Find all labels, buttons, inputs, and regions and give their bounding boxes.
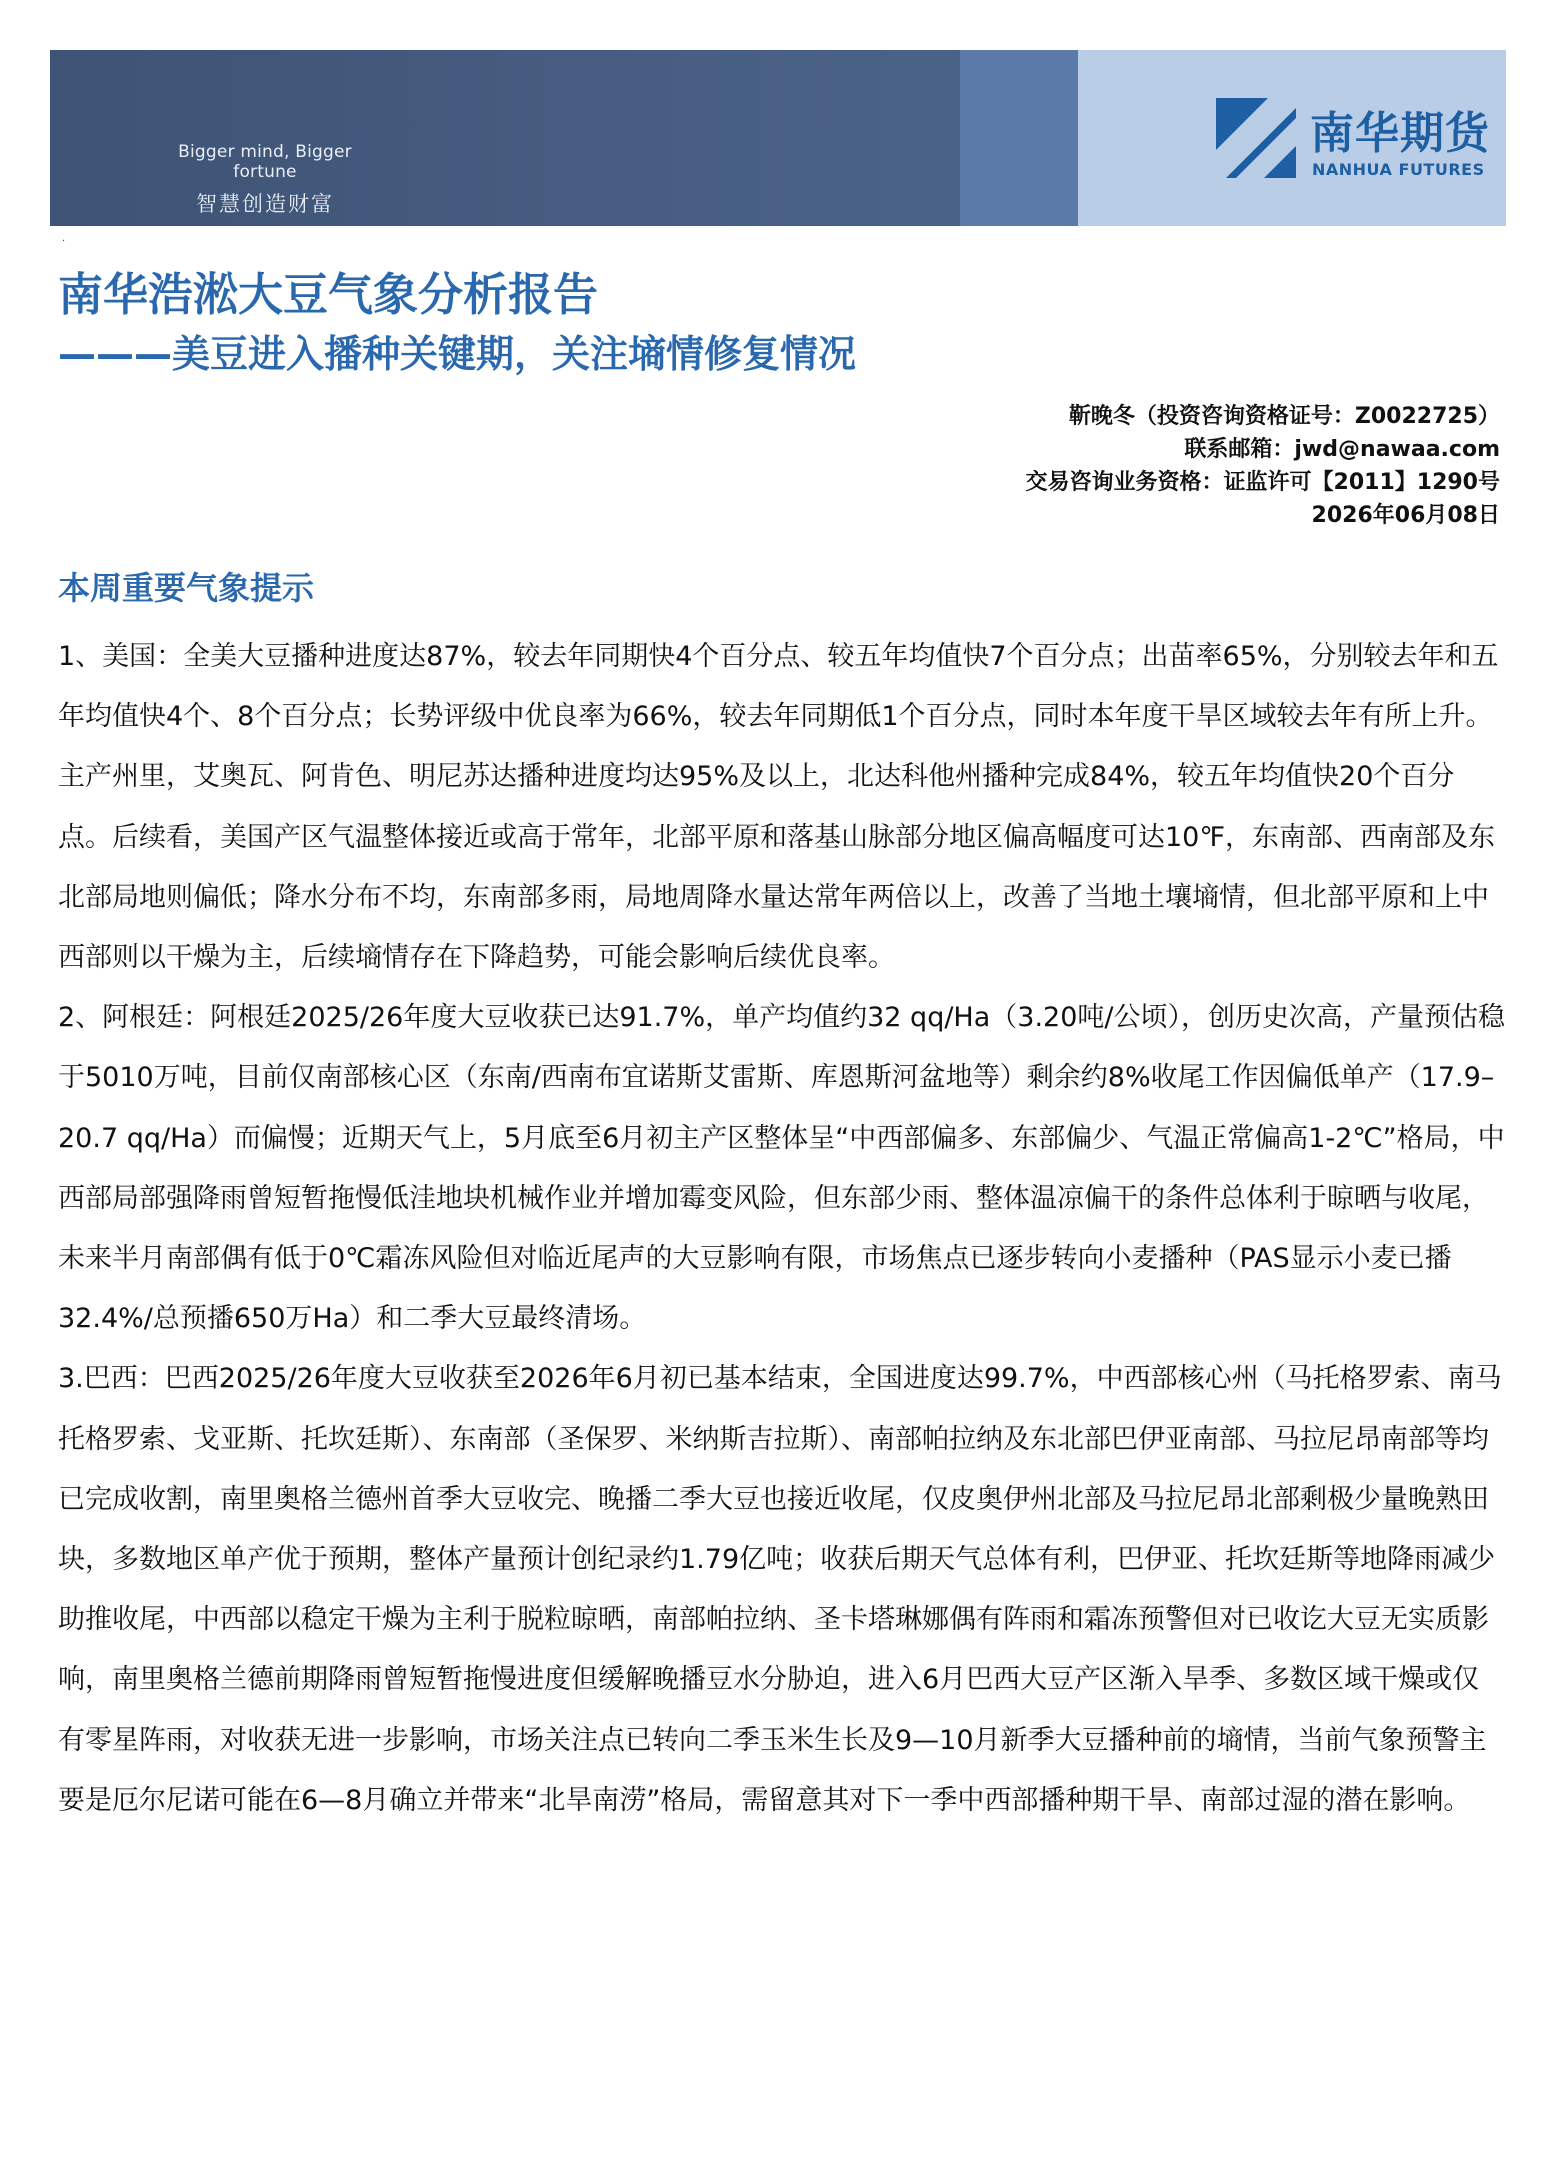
author-name: 靳晚冬（投资咨询资格证号：Z0022725） <box>1068 404 1500 429</box>
author-email: 联系邮箱：jwd@nawaa.com <box>1184 437 1500 462</box>
author-block <box>1026 400 1500 532</box>
author-license: 交易咨询业务资格：证监许可【2011】1290号 <box>1025 470 1500 495</box>
page-dot: . <box>62 233 66 244</box>
slogan-chinese: 智慧创造财富 <box>196 192 334 216</box>
paragraph-brazil: 3.巴西：巴西2025/26年度大豆收获至2026年6月初已基本结束，全国进度达99.7%，中西部核心州（马托格罗索、南马托格罗索、戈亚斯、托坎廷斯）、东南部（圣保罗、米纳斯吉拉斯）、南部帕拉纳及东北部巴伊亚南部、马拉尼昂南部等均已完成收割，南里奥格兰德州首季大豆收完、晚播二季大豆也接近收尾，仅皮奥伊州北部及马拉尼昂北部剩极少量晚熟田块，多数地区单产优于预期，整体产量预计创纪录约1.79亿吨；收获后期天气总体有利，巴伊亚、托坎廷斯等地降雨减少助推收尾，中西部以稳定干燥为主利于脱粒晾晒，南部帕拉纳、圣卡塔琳娜偶有阵雨和霜冻预警但对已收讫大豆无实质影响，南里奥格兰德前期降雨曾短暂拖慢进度但缓解晚播豆水分胁迫，进入6月巴西大豆产区渐入旱季、多数区域干燥或仅有零星阵雨，对收获无进一步影响，市场关注点已转向二季玉米生长及9—10月新季大豆播种前的墒情，当前气象预警主要是厄尔尼诺可能在6—8月确立并带来“北旱南涝”格局，需留意其对下一季中西部播种期干旱、南部过湿的潜在影响。 <box>58 1363 1502 1816</box>
report-subtitle: ———美豆进入播种关键期，关注墒情修复情况 <box>58 332 857 376</box>
report-title: 南华浩淞大豆气象分析报告 <box>58 268 599 321</box>
report-date: 2026年06月08日 <box>1311 503 1500 528</box>
header-banner <box>50 50 1506 226</box>
logo-text-english: NANHUA FUTURES <box>1312 160 1485 179</box>
section-heading: 本周重要气象提示 <box>58 569 315 607</box>
slogan-english: Bigger mind, Bigger fortune <box>178 142 352 182</box>
banner-stripe <box>960 50 1078 226</box>
slogan <box>150 142 380 218</box>
paragraph-argentina: 2、阿根廷：阿根廷2025/26年度大豆收获已达91.7%，单产均值约32 qq/Ha（3.20吨/公顷），创历史次高，产量预估稳于5010万吨，目前仅南部核心区（东南/西南布宜诺斯艾雷斯、库恩斯河盆地等）剩余约8%收尾工作因偏低单产（17.9–20.7 qq/Ha）而偏慢；近期天气上，5月底至6月初主产区整体呈“中西部偏多、东部偏少、气温正常偏高1-2℃”格局，中西部局部强降雨曾短暂拖慢低洼地块机械作业并增加霉变风险，但东部少雨、整体温凉偏干的条件总体利于晾晒与收尾，未来半月南部偶有低于0℃霜冻风险但对临近尾声的大豆影响有限，市场焦点已逐步转向小麦播种（PAS显示小麦已播32.4%/总预播650万Ha）和二季大豆最终清场。 <box>58 1002 1505 1335</box>
nanhua-logo-icon <box>1216 98 1296 178</box>
paragraph-usa: 1、美国：全美大豆播种进度达87%，较去年同期快4个百分点、较五年均值快7个百分点；出苗率65%，分别较去年和五年均值快4个、8个百分点；长势评级中优良率为66%，较去年同期低1个百分点，同时本年度干旱区域较去年有所上升。主产州里，艾奥瓦、阿肯色、明尼苏达播种进度均达95%及以上，北达科他州播种完成84%，较五年均值快20个百分点。后续看，美国产区气温整体接近或高于常年，北部平原和落基山脉部分地区偏高幅度可达10℉，东南部、西南部及东北部局地则偏低；降水分布不均，东南部多雨，局地周降水量达常年两倍以上，改善了当地土壤墒情，但北部平原和上中西部则以干燥为主，后续墒情存在下降趋势，可能会影响后续优良率。 <box>58 641 1499 974</box>
logo-text-chinese: 南华期货 <box>1310 108 1490 159</box>
section-body <box>58 627 1506 1831</box>
